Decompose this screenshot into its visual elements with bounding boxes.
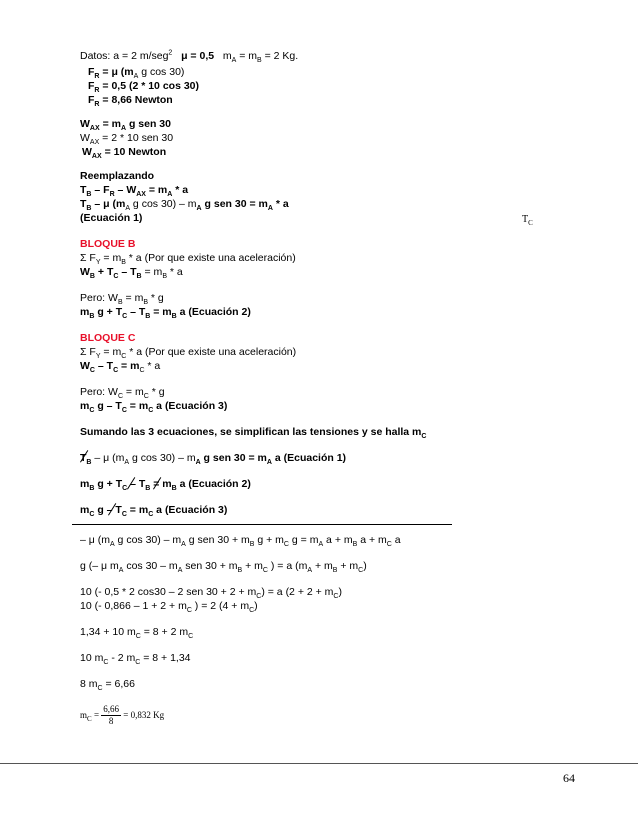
- frac-result: = 0,832 Kg: [123, 710, 165, 720]
- fr1-a: A: [133, 73, 139, 81]
- wax1-w: W: [80, 118, 90, 130]
- wax-line-1: [80, 118, 171, 131]
- reemplazando-line-2: [80, 198, 289, 211]
- r2-d: A: [177, 567, 183, 575]
- fraction: [101, 704, 121, 727]
- bb-l4-s: B: [89, 313, 95, 321]
- r2-n: C: [358, 567, 364, 575]
- r6-d: C: [135, 659, 141, 667]
- datos-mb-sub: B: [257, 57, 262, 65]
- bc-l2-r: – T: [94, 360, 114, 372]
- sumando-sub: C: [421, 433, 427, 441]
- s3-g: a (Ecuación 3): [153, 504, 228, 516]
- r-l1-b: B: [86, 191, 92, 199]
- bb-l3-s: B: [117, 299, 123, 307]
- fr2-f: F: [88, 80, 95, 92]
- wax2-eq: = 2 * 10 sen 30: [99, 132, 174, 144]
- r1-f: B: [249, 541, 255, 549]
- s2-e: – T: [127, 478, 146, 490]
- reemplazando-title: Reemplazando: [80, 170, 155, 182]
- s2-i: a (Ecuación 2): [176, 478, 251, 490]
- r1-b: A: [109, 541, 115, 549]
- bc-l1-s: Y: [95, 353, 101, 361]
- bb-l1-s2: B: [121, 259, 126, 267]
- r7-c: = 6,66: [102, 678, 135, 690]
- bb-l1-e: * a (Por que existe una aceleración): [125, 252, 296, 264]
- s2-b: B: [89, 485, 95, 493]
- fr-line-3: [88, 94, 173, 107]
- r-l2-c: – μ (m: [91, 198, 126, 210]
- bb-l4-s4: B: [171, 313, 177, 321]
- r-l2-g: g sen 30 = m: [201, 198, 268, 210]
- bc-l4-a: m: [80, 400, 90, 412]
- datos-kg: = 2 Kg.: [261, 50, 299, 62]
- fr1-sub: R: [94, 73, 100, 81]
- wax2-sub: AX: [89, 139, 100, 147]
- final-fraction: [80, 704, 164, 727]
- frac-den: 8: [108, 716, 114, 726]
- r4-a: 10 (- 0,866 – 1 + 2 + m: [80, 600, 187, 612]
- fr3-f: F: [88, 94, 95, 106]
- r7-a: 8 m: [80, 678, 98, 690]
- r-l2-d: A: [125, 205, 131, 213]
- r-l2-e: g cos 30) – m: [130, 198, 197, 210]
- wax1-rest: g sen 30: [126, 118, 171, 130]
- bb-l2-s2: C: [113, 273, 119, 281]
- bc-l3-a: Pero: W: [80, 386, 118, 398]
- bb-l2-e: = m: [141, 266, 163, 278]
- bc-l2-s3: C: [139, 367, 145, 375]
- sum-eq-3: [80, 504, 227, 517]
- frac-m: m: [80, 710, 88, 720]
- s2-h: B: [171, 485, 177, 493]
- s1-g: g sen 30 = m: [200, 452, 267, 464]
- r1-j: A: [318, 541, 324, 549]
- r-l2-f: A: [196, 205, 202, 213]
- wax3-sub: AX: [91, 153, 102, 161]
- s1-i: a (Ecuación 1): [271, 452, 347, 464]
- fr1-eq: = μ (m: [99, 66, 134, 78]
- bb-l1-r: = m: [100, 252, 122, 264]
- tc-t: T: [522, 214, 529, 225]
- s1-f: A: [195, 459, 201, 467]
- r4-e: ): [254, 600, 258, 612]
- datos-accel: Datos: a = 2 m/seg: [80, 50, 169, 62]
- r1-a: – μ (m: [80, 534, 110, 546]
- r1-i: g = m: [288, 534, 319, 546]
- bb-l4-s2: C: [122, 313, 128, 321]
- bc-l1-a: Σ F: [80, 346, 96, 358]
- bb-l4-f: a (Ecuación 2): [176, 306, 251, 318]
- bb-l1-s: Y: [95, 259, 101, 267]
- r2-f: B: [237, 567, 243, 575]
- s2-c: g + T: [94, 478, 123, 490]
- r3-e: ): [338, 586, 342, 598]
- r2-i: ) = a (m: [267, 560, 308, 572]
- result-line-6: [80, 652, 191, 665]
- s2-d: C: [122, 485, 128, 493]
- result-line-2: [80, 560, 367, 573]
- r6-e: = 8 + 1,34: [140, 652, 191, 664]
- fr-line-2: [88, 80, 199, 93]
- bb-l4-a: m: [80, 306, 90, 318]
- bloque-c-line-3: [80, 386, 165, 399]
- r1-h: C: [283, 541, 289, 549]
- fr3-eq: = 8,66 Newton: [99, 94, 173, 106]
- datos-line: [80, 50, 298, 63]
- bc-l3-r: = m: [123, 386, 144, 398]
- wax3-eq: = 10 Newton: [101, 146, 167, 158]
- r2-j: A: [307, 567, 313, 575]
- bc-l4-s3: C: [148, 407, 154, 415]
- bb-l2-s4: B: [162, 273, 167, 281]
- wax1-a: A: [120, 125, 127, 133]
- bb-l3-e: * g: [148, 292, 164, 304]
- r4-d: C: [249, 607, 255, 615]
- bb-l2-s3: B: [136, 273, 142, 281]
- bc-l1-r: = m: [100, 346, 122, 358]
- s3-f: C: [148, 511, 154, 519]
- fr1-rest: g cos 30): [138, 66, 185, 78]
- r1-l: B: [352, 541, 358, 549]
- bc-l3-s2: C: [143, 393, 149, 401]
- wax-line-3: [82, 146, 166, 159]
- sum-eq-1: [80, 452, 346, 465]
- bb-l2-s: B: [89, 273, 95, 281]
- frac-eq: =: [91, 710, 102, 720]
- bc-l2-s: C: [89, 367, 95, 375]
- r2-o: ): [363, 560, 367, 572]
- wax1-sub: AX: [89, 125, 100, 133]
- s2-g: = m: [150, 478, 172, 490]
- r-l2-a: T: [80, 198, 87, 210]
- bb-l2-r: + T: [94, 266, 114, 278]
- s3-b: C: [89, 511, 95, 519]
- r-l1-f: AX: [136, 191, 146, 199]
- r1-e: g sen 30 + m: [185, 534, 250, 546]
- bb-l3-r: = m: [122, 292, 144, 304]
- reemplazando-line-3: (Ecuación 1): [80, 212, 143, 224]
- r-l1-c: – F: [91, 184, 110, 196]
- bb-l3-a: Pero: W: [80, 292, 118, 304]
- r2-g: + m: [242, 560, 263, 572]
- r-l1-e: – W: [114, 184, 137, 196]
- bloque-c-title: BLOQUE C: [80, 332, 136, 344]
- bc-l3-s: C: [117, 393, 123, 401]
- bb-l4-r2: – T: [127, 306, 146, 318]
- bc-l4-r: g – T: [94, 400, 122, 412]
- r-l1-i: * a: [172, 184, 189, 196]
- bb-l3-s2: B: [143, 299, 148, 307]
- r3-b: C: [256, 593, 262, 601]
- r4-c: ) = 2 (4 + m: [191, 600, 250, 612]
- r-l2-i: * a: [272, 198, 289, 210]
- r2-l: B: [332, 567, 338, 575]
- datos-ma: m: [222, 50, 232, 62]
- r2-c: cos 30 – m: [123, 560, 178, 572]
- page-number: 64: [563, 771, 575, 785]
- s3-c: g – T: [94, 504, 122, 516]
- fr2-eq: = 0,5 (2 * 10 cos 30): [99, 80, 200, 92]
- datos-accel-exp: 2: [168, 49, 173, 57]
- sum-divider: [72, 524, 452, 525]
- bb-l4-s3: B: [145, 313, 151, 321]
- bc-l4-e: = m: [126, 400, 149, 412]
- r-l1-g: = m: [145, 184, 168, 196]
- wax3-w: W: [82, 146, 92, 158]
- r6-a: 10 m: [80, 652, 104, 664]
- result-line-7: [80, 678, 135, 691]
- bloque-c-line-4: [80, 400, 227, 413]
- s1-h: A: [266, 459, 272, 467]
- bloque-b-line-4: [80, 306, 251, 319]
- bloque-c-line-2: [80, 360, 160, 373]
- r1-c: g cos 30) – m: [114, 534, 182, 546]
- r1-k: a + m: [323, 534, 353, 546]
- r1-n: C: [386, 541, 392, 549]
- r5-c: = 8 + 2 m: [140, 626, 189, 638]
- r-l1-a: T: [80, 184, 87, 196]
- s1-e: g cos 30) – m: [129, 452, 196, 464]
- r4-b: C: [186, 607, 192, 615]
- fr3-sub: R: [94, 101, 100, 109]
- r2-b: A: [118, 567, 124, 575]
- r-l1-h: A: [167, 191, 173, 199]
- r-l2-b: B: [86, 205, 92, 213]
- wax2-w: W: [80, 132, 90, 144]
- bb-l2-f: * a: [166, 266, 183, 278]
- wax-line-2: [80, 132, 173, 145]
- fr2-sub: R: [94, 87, 100, 95]
- datos-ma-sub: A: [231, 57, 237, 65]
- fr-line-1: [88, 66, 184, 79]
- r2-k: + m: [312, 560, 333, 572]
- frac-c: C: [87, 714, 92, 723]
- result-line-1: [80, 534, 401, 547]
- footer-divider: [0, 763, 638, 764]
- bloque-c-line-1: [80, 346, 296, 359]
- datos-mb: = m: [236, 50, 257, 62]
- r6-b: C: [103, 659, 109, 667]
- r2-m: + m: [337, 560, 359, 572]
- r2-h: C: [262, 567, 268, 575]
- bb-l2-r2: – T: [118, 266, 137, 278]
- bc-l3-e: * g: [148, 386, 165, 398]
- sum-eq-2: [80, 478, 251, 491]
- r-l1-d: R: [109, 191, 115, 199]
- bc-l4-s2: C: [121, 407, 127, 415]
- s3-e: = m: [126, 504, 149, 516]
- bb-l4-r: g + T: [94, 306, 123, 318]
- bc-l2-e: = m: [118, 360, 140, 372]
- r3-a: 10 (- 0,5 * 2 cos30 – 2 sen 30 + 2 + m: [80, 586, 257, 598]
- bloque-b-line-2: [80, 266, 183, 279]
- bloque-b-line-3: [80, 292, 164, 305]
- tc-sub: C: [528, 219, 533, 227]
- bb-l4-e: = m: [150, 306, 172, 318]
- sumando-title: [80, 426, 426, 439]
- frac-num: 6,66: [103, 704, 120, 714]
- bc-l2-f: * a: [144, 360, 161, 372]
- r5-d: C: [188, 633, 194, 641]
- datos-mu: μ = 0,5: [181, 50, 215, 62]
- wax1-eq: = m: [99, 118, 121, 130]
- r1-m: a + m: [357, 534, 387, 546]
- r3-c: ) = a (2 + 2 + m: [261, 586, 334, 598]
- s1-d: A: [124, 459, 130, 467]
- r6-c: - 2 m: [108, 652, 136, 664]
- bc-l4-f: a (Ecuación 3): [153, 400, 228, 412]
- s3-d: C: [121, 511, 127, 519]
- bc-l1-e: * a (Por que existe una aceleración): [126, 346, 297, 358]
- bc-l4-s: C: [89, 407, 95, 415]
- r5-a: 1,34 + 10 m: [80, 626, 136, 638]
- reemplazando-line-1: [80, 184, 188, 197]
- r3-d: C: [333, 593, 339, 601]
- sumando-text: Sumando las 3 ecuaciones, se simplifican las tensiones y se halla m: [80, 426, 422, 438]
- r7-b: C: [97, 685, 103, 693]
- r1-d: A: [181, 541, 186, 549]
- fr1-f: F: [88, 66, 95, 78]
- bc-l1-s2: C: [121, 353, 127, 361]
- tc-label: [522, 213, 533, 226]
- r-l2-h: A: [267, 205, 273, 213]
- r5-b: C: [135, 633, 141, 641]
- r1-o: a: [391, 534, 401, 546]
- bc-l2-s2: C: [113, 367, 119, 375]
- bc-l2-a: W: [80, 360, 90, 372]
- result-line-3: [80, 586, 342, 599]
- s1-c: – μ (m: [91, 452, 125, 464]
- r2-e: sen 30 + m: [182, 560, 238, 572]
- s3-a: m: [80, 504, 90, 516]
- result-line-4: [80, 600, 258, 613]
- r1-g: g + m: [254, 534, 284, 546]
- s2-f: B: [145, 485, 151, 493]
- r2-a: g (– μ m: [80, 560, 119, 572]
- bloque-b-line-1: [80, 252, 296, 265]
- s1-a: T: [80, 452, 87, 464]
- bloque-b-title: BLOQUE B: [80, 238, 136, 250]
- bb-l1-a: Σ F: [80, 252, 96, 264]
- s1-b: B: [86, 459, 92, 467]
- s2-a: m: [80, 478, 90, 490]
- bb-l2-a: W: [80, 266, 90, 278]
- result-line-5: [80, 626, 193, 639]
